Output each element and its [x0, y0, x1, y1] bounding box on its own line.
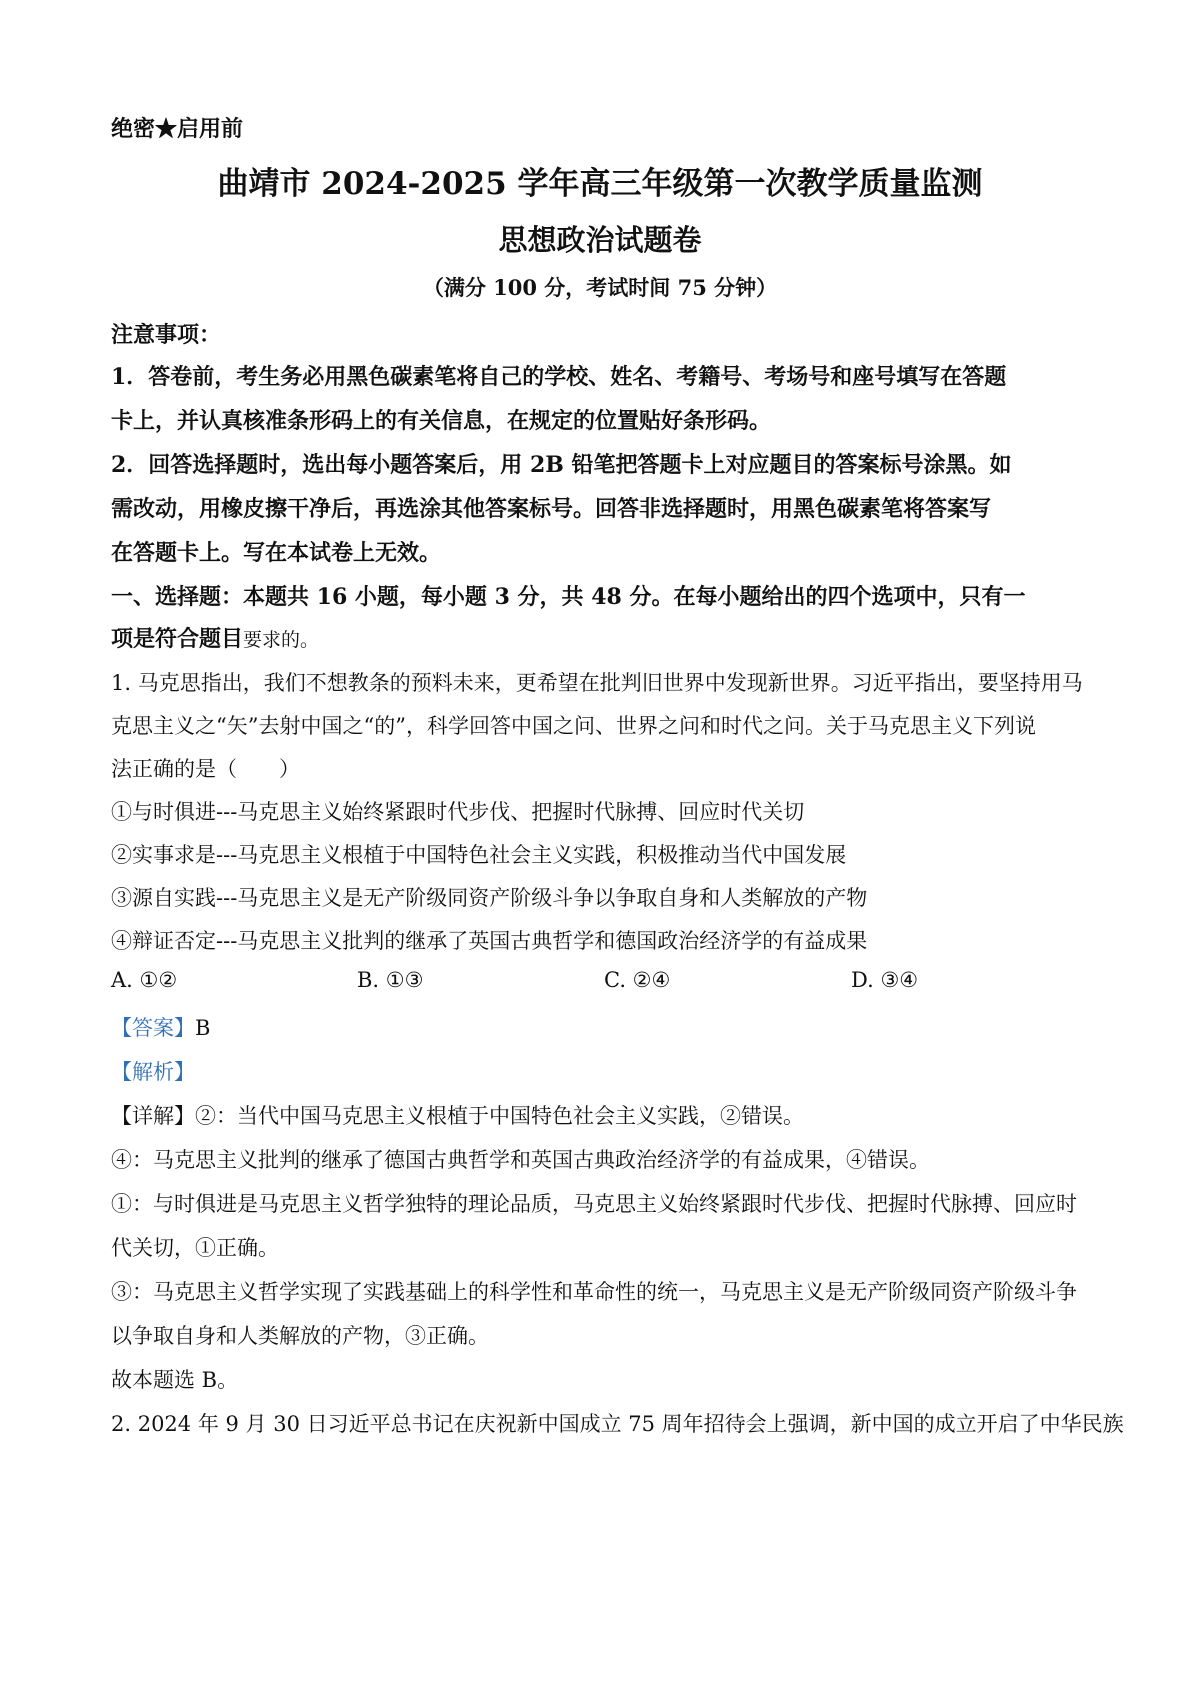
- notice-line: 2．回答选择题时，选出每小题答案后，用 2B 铅笔把答题卡上对应题目的答案标号涂黑。如: [111, 452, 1012, 478]
- answer-tag: 【答案】: [111, 1016, 195, 1040]
- notice-line: 1．答卷前，考生务必用黑色碳素笔将自己的学校、姓名、考籍号、考场号和座号填写在答题: [111, 364, 1007, 390]
- q1-detail-line: 【详解】②：当代中国马克思主义根植于中国特色社会主义实践，②错误。: [111, 1104, 804, 1128]
- q1-statement: ②实事求是---马克思主义根植于中国特色社会主义实践，积极推动当代中国发展: [111, 843, 847, 867]
- q1-detail-line: ①：与时俱进是马克思主义哲学独特的理论品质，马克思主义始终紧跟时代步伐、把握时代脉搏、回应时: [111, 1192, 1077, 1216]
- q1-answer: [111, 1012, 1101, 1042]
- analysis-tag: 【解析】: [111, 1060, 195, 1084]
- q1-option-a: A. ①②: [111, 968, 178, 992]
- answer-value: B: [195, 1016, 211, 1040]
- q1-detail-line: 代关切，①正确。: [111, 1236, 279, 1260]
- notice-line: 需改动，用橡皮擦干净后，再选涂其他答案标号。回答非选择题时，用黑色碳素笔将答案写: [111, 496, 992, 522]
- q1-option-c: C. ②④: [604, 968, 671, 992]
- section-heading: 一、选择题：本题共 16 小题，每小题 3 分，共 48 分。在每小题给出的四个选项中，只有一: [111, 584, 1026, 610]
- notice-line: 卡上，并认真核准条形码上的有关信息，在规定的位置贴好条形码。: [111, 408, 772, 434]
- exam-title: 曲靖市 2024-2025 学年高三年级第一次教学质量监测: [217, 166, 983, 202]
- q1-detail-line: ④：马克思主义批判的继承了德国古典哲学和英国古典政治经济学的有益成果，④错误。: [111, 1148, 930, 1172]
- q1-option-b: B. ①③: [357, 968, 424, 992]
- q1-detail-line: 故本题选 B。: [111, 1368, 239, 1392]
- q1-stem-line: 1. 马克思指出，我们不想教条的预料未来，更希望在批判旧世界中发现新世界。习近平指出，要坚持用马: [111, 671, 1083, 695]
- exam-duration: （满分 100 分，考试时间 75 分钟）: [422, 275, 778, 300]
- section-heading-bold: 项是符合题目: [111, 626, 244, 652]
- q1-detail-line: ③：马克思主义哲学实现了实践基础上的科学性和革命性的统一，马克思主义是无产阶级同资产阶级斗争: [111, 1280, 1077, 1304]
- notice-heading: 注意事项：: [111, 322, 222, 348]
- q1-statement: ④辩证否定---马克思主义批判的继承了英国古典哲学和德国政治经济学的有益成果: [111, 929, 868, 953]
- exam-subject: 思想政治试题卷: [498, 223, 702, 257]
- notice-line: 在答题卡上。写在本试卷上无效。: [111, 540, 442, 566]
- confidential-mark: 绝密★启用前: [111, 116, 244, 142]
- q1-detail-line: 以争取自身和人类解放的产物，③正确。: [111, 1324, 489, 1348]
- q1-option-d: D. ③④: [851, 968, 919, 992]
- section-heading-cont: [111, 622, 1101, 653]
- q1-statement: ①与时俱进---马克思主义始终紧跟时代步伐、把握时代脉搏、回应时代关切: [111, 800, 805, 824]
- section-heading-rest: 要求的。: [243, 629, 320, 651]
- q2-stem-line: 2. 2024 年 9 月 30 日习近平总书记在庆祝新中国成立 75 周年招待会上强调，新中国的成立开启了中华民族: [111, 1412, 1124, 1436]
- q1-stem-line: 克思主义之“矢”去射中国之“的”，科学回答中国之问、世界之问和时代之问。关于马克思主义下列说: [111, 714, 1036, 738]
- q1-stem-line: 法正确的是（ ）: [111, 757, 300, 781]
- q1-statement: ③源自实践---马克思主义是无产阶级同资产阶级斗争以争取自身和人类解放的产物: [111, 886, 868, 910]
